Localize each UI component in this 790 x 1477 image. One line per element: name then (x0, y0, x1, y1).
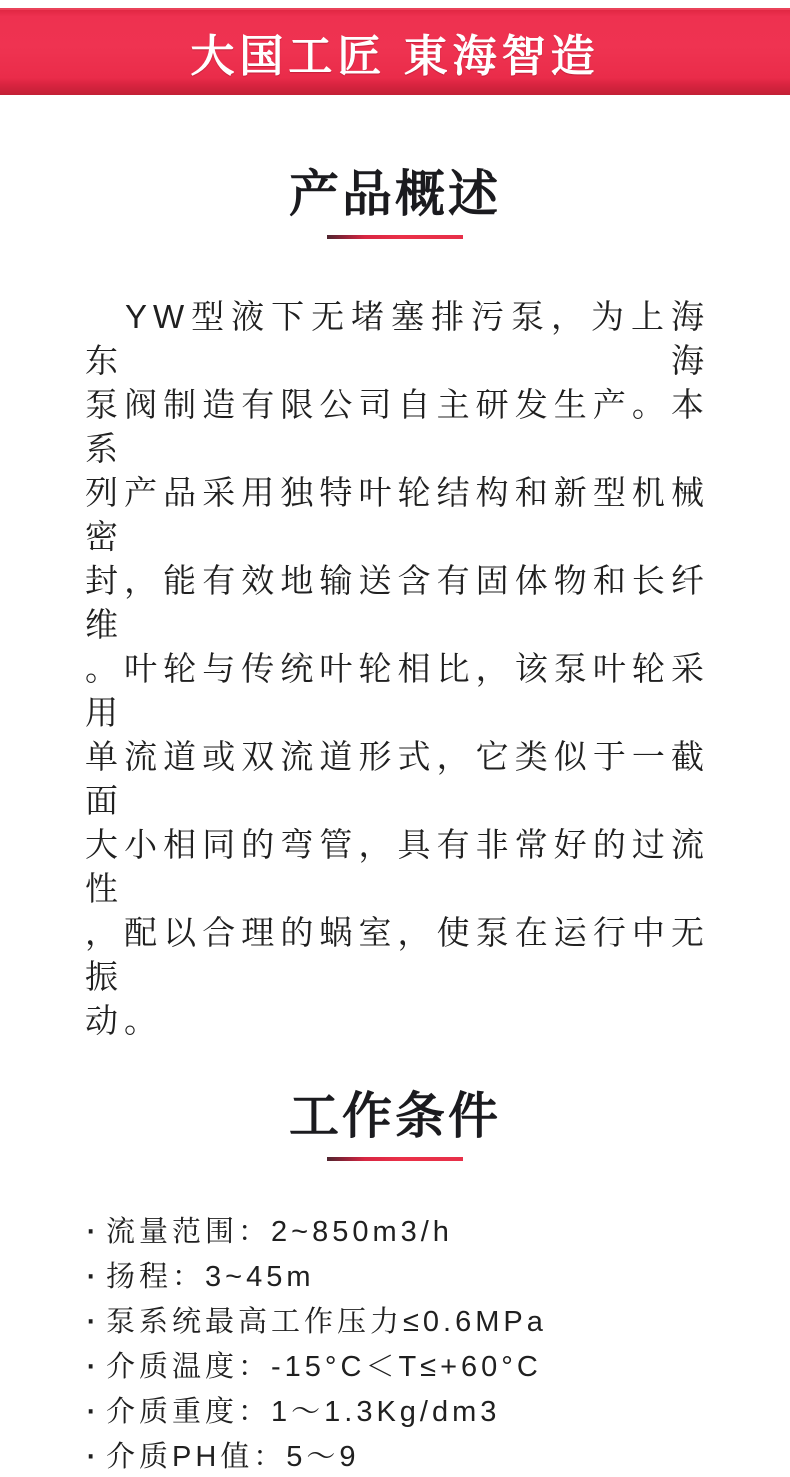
spec-text: 泵系统最高工作压力≤0.6MPa (106, 1306, 547, 1338)
paragraph-line: 封，能有效地输送含有固体物和长纤维 (85, 562, 710, 643)
header-banner (0, 8, 790, 95)
overview-title: 产品概述 (289, 166, 501, 222)
list-item (84, 1252, 730, 1297)
paragraph-line: ，配以合理的蜗室，使泵在运行中无振 (85, 914, 710, 995)
bullet-dot-icon: · (84, 1387, 102, 1431)
paragraph-line: 。叶轮与传统叶轮相比，该泵叶轮采用 (85, 650, 710, 731)
list-item (84, 1387, 730, 1432)
overview-section (0, 165, 790, 1043)
paragraph-line: 泵阀制造有限公司自主研发生产。本系 (85, 386, 710, 467)
bullet-dot-icon: · (84, 1297, 102, 1341)
list-item (84, 1207, 730, 1252)
bullet-dot-icon: · (84, 1342, 102, 1386)
list-item (84, 1432, 730, 1477)
bullet-dot-icon: · (84, 1432, 102, 1476)
banner-title: 大国工匠 東海智造 (190, 31, 600, 81)
overview-paragraph (85, 295, 710, 1043)
spec-text: 介质重度：1～1.3Kg/dm3 (106, 1396, 501, 1428)
bullet-dot-icon: · (84, 1207, 102, 1251)
bullet-dot-icon: · (84, 1252, 102, 1296)
spec-text: 介质PH值：5～9 (106, 1441, 360, 1473)
paragraph-line: 单流道或双流道形式，它类似于一截面 (85, 738, 710, 819)
conditions-title-underline (327, 1157, 463, 1161)
paragraph-line: YW型液下无堵塞排污泵，为上海东海 (85, 298, 710, 379)
list-item (84, 1342, 730, 1387)
spec-text: 流量范围：2~850m3/h (106, 1216, 453, 1248)
paragraph-line: 动。 (85, 1002, 163, 1039)
paragraph-line: 大小相同的弯管，具有非常好的过流性 (85, 826, 710, 907)
paragraph-line: 列产品采用独特叶轮结构和新型机械密 (85, 474, 710, 555)
spec-text: 扬程：3~45m (106, 1261, 315, 1293)
conditions-list (84, 1207, 730, 1477)
conditions-title: 工作条件 (289, 1088, 501, 1144)
overview-title-underline (327, 235, 463, 239)
conditions-section (0, 1087, 790, 1477)
spec-text: 介质温度：-15°C＜T≤+60°C (106, 1351, 542, 1383)
list-item (84, 1297, 730, 1342)
